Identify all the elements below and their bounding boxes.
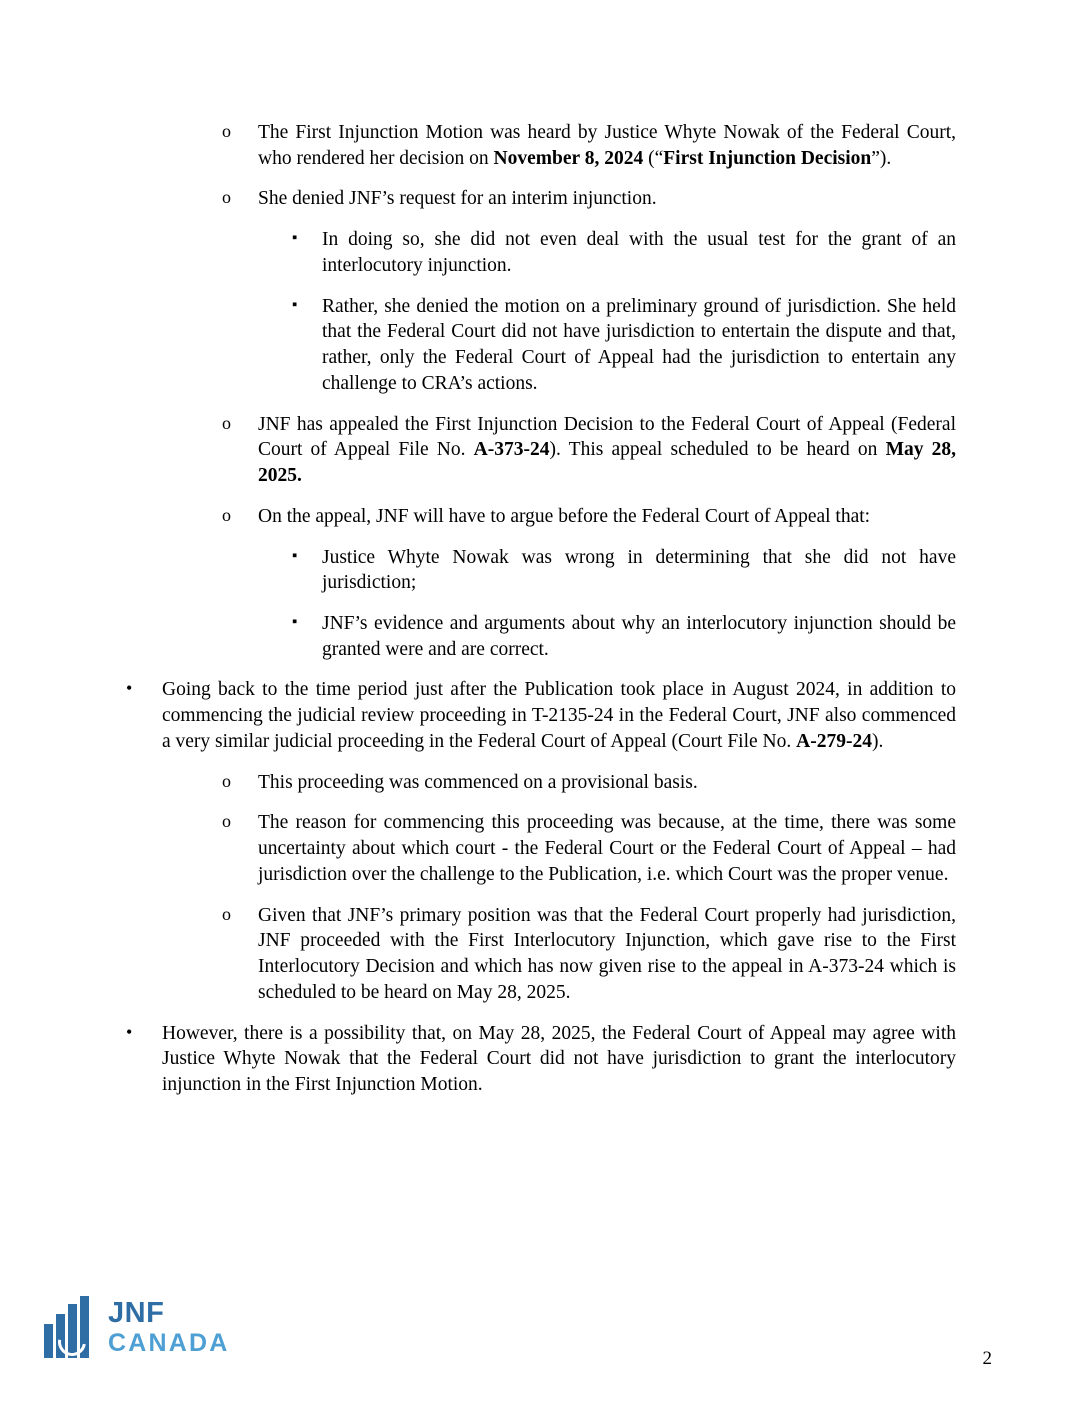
list-item (126, 1021, 956, 1098)
jnf-logo-icon (44, 1296, 98, 1358)
text-run: The reason for commencing this proceeding was because, at the time, there was some uncertainty about which court - the Federal Court or the Federal Court of Appeal – had jurisdiction over the challenge to the Publication, i.e. which Court was the proper venue. (258, 812, 956, 885)
text-run-bold: A-373-24 (473, 439, 550, 461)
list-item-text (258, 504, 956, 530)
text-run: On the appeal, JNF will have to argue before the Federal Court of Appeal that: (258, 505, 871, 527)
text-run: The First Injunction Motion was heard by Justice Whyte Nowak of the Federal Court, who rendered her decision on (258, 122, 956, 169)
list-item-text (162, 677, 956, 754)
list-marker: o (222, 811, 231, 832)
list-item-text (322, 227, 956, 278)
page-number: 2 (982, 1348, 992, 1369)
list-item (292, 545, 956, 596)
list-item (222, 504, 956, 530)
list-item-text (258, 120, 956, 171)
list-item-text (258, 186, 956, 212)
text-run-bold: November 8, 2024 (493, 147, 644, 169)
text-run: ). (871, 730, 884, 752)
list-item (126, 677, 956, 754)
logo-primary-text: JNF (108, 1296, 165, 1329)
list-marker: ▪ (292, 547, 298, 564)
list-marker: ▪ (292, 296, 298, 313)
document-body (126, 120, 956, 1113)
list-item-text (322, 545, 956, 596)
text-run: Justice Whyte Nowak was wrong in determining that she did not have jurisdiction; (322, 546, 956, 594)
list-item-text (162, 1021, 956, 1098)
list-item (292, 227, 956, 278)
list-item-text (322, 611, 956, 662)
list-marker: o (222, 903, 231, 924)
text-run: This proceeding was commenced on a provisional basis. (258, 771, 698, 793)
text-run: JNF has appealed the First Injunction Decision to the Federal Court of Appeal (Federal Court of Appeal File No. (258, 413, 956, 461)
list-marker: ▪ (292, 230, 298, 247)
logo-text (108, 1296, 230, 1357)
list-marker: o (222, 504, 231, 525)
list-item (292, 294, 956, 397)
list-item-text (322, 294, 956, 397)
text-run: JNF’s evidence and arguments about why an interlocutory injunction should be granted were and are correct. (322, 613, 956, 660)
text-run: (“ (643, 147, 664, 169)
list-marker: o (222, 187, 231, 208)
list-item-text (258, 770, 956, 796)
text-run-bold: May 28, 2025. (258, 439, 957, 487)
list-item (292, 611, 956, 662)
text-run-bold: First Injunction Decision (663, 147, 872, 169)
text-run: Rather, she denied the motion on a preliminary ground of jurisdiction. She held that the Federal Court did not have jurisdiction to entertain the dispute and that, rather, only the Federal Court of Appeal had the jurisdiction to entertain any challenge to CRA’s actions. (322, 295, 956, 394)
list-marker: o (222, 770, 231, 791)
list-item (222, 186, 956, 212)
list-item (222, 903, 956, 1006)
list-marker: o (222, 412, 231, 433)
list-item (222, 810, 956, 887)
text-run: However, there is a possibility that, on May 28, 2025, the Federal Court of Appeal may agree with Justice Whyte Nowak that the Federal Court did not have jurisdiction to grant the interlocutory injunction in the First Injunction Motion. (162, 1022, 956, 1096)
list-marker: • (126, 1021, 133, 1042)
list-item-text (258, 903, 956, 1006)
list-marker: o (222, 121, 231, 141)
list-marker: ▪ (292, 614, 298, 631)
text-run: In doing so, she did not even deal with the usual test for the grant of an interlocutory injunction. (322, 229, 956, 276)
list-item (222, 120, 956, 171)
footer-logo (44, 1296, 230, 1358)
text-run-bold: A-279-24 (796, 730, 872, 752)
list-item (222, 412, 956, 489)
list-item-text (258, 412, 956, 489)
text-run: Going back to the time period just after the Publication took place in August 2024, in addition to commencing the judicial review proceeding in T-2135-24 in the Federal Court, JNF also commenced a very similar judicial proceeding in the Federal Court of Appeal (Court File No. (162, 679, 956, 752)
text-run: ”). (871, 147, 892, 169)
list-item (222, 770, 956, 796)
text-run: ). This appeal scheduled to be heard on (549, 439, 886, 461)
text-run: She denied JNF’s request for an interim injunction. (258, 188, 657, 210)
logo-secondary-text: CANADA (108, 1328, 230, 1357)
text-run: Given that JNF’s primary position was that the Federal Court properly had jurisdiction, JNF proceeded with the First Interlocutory Injunction, which gave rise to the First Interlocutory Decision and which has now given rise to the appeal in A-373-24 which is scheduled to be heard on May 28, 2025. (258, 904, 956, 1003)
list-item-text (258, 810, 956, 887)
list-marker: • (126, 678, 133, 699)
